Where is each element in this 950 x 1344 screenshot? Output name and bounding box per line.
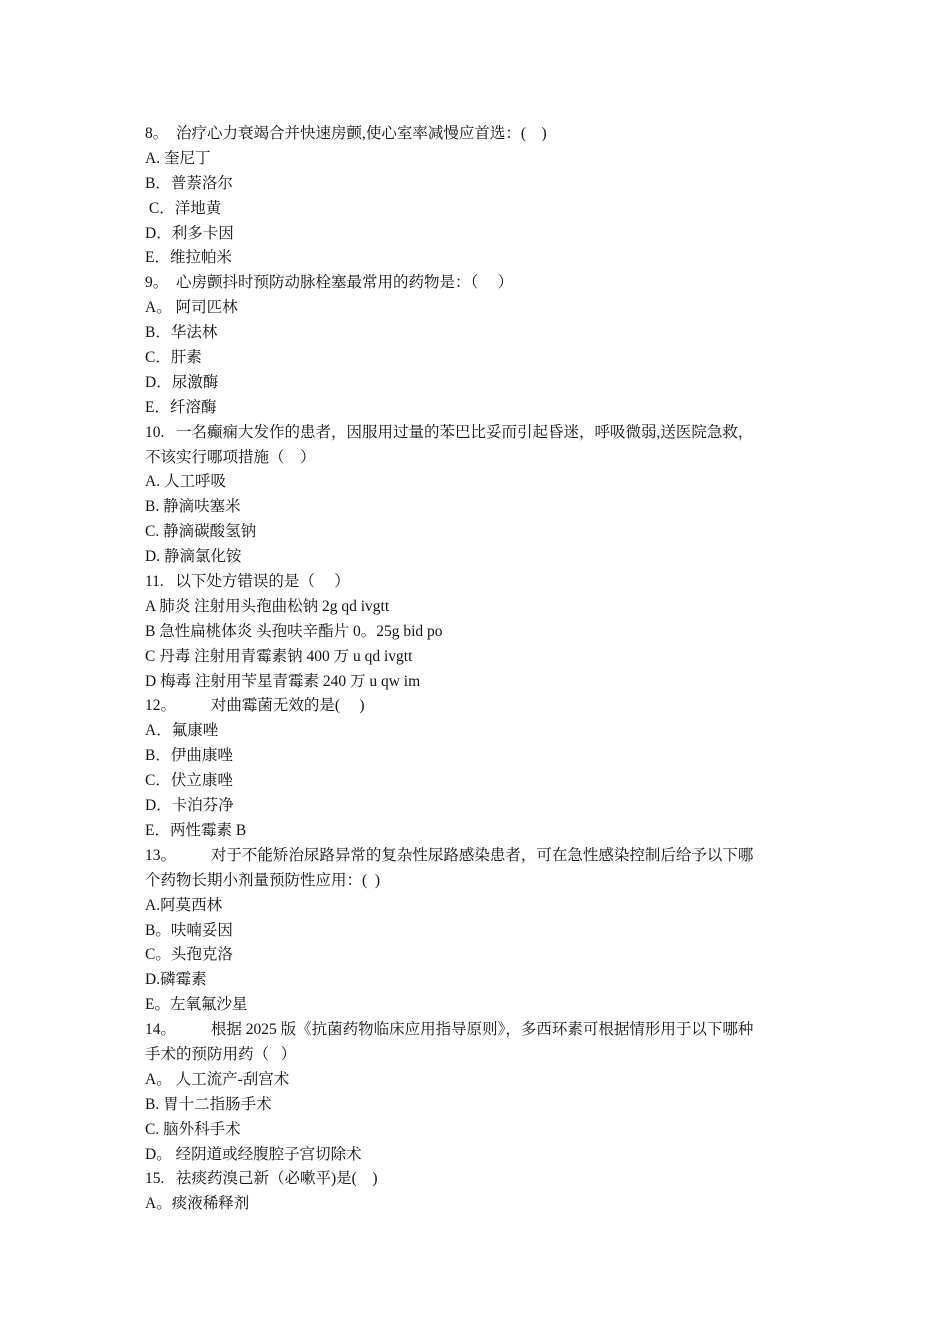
q14-option-c: C. 脑外科手术 (145, 1120, 241, 1138)
q13-stem-line2: 个药物长期小剂量预防性应用：( ) (145, 871, 381, 889)
q9-option-a: A。 阿司匹林 (145, 299, 238, 317)
q10-option-c: C. 静滴碳酸氢钠 (145, 523, 257, 541)
q8-option-c: C．洋地黄 (145, 199, 222, 217)
q9-option-e: E．纤溶酶 (145, 398, 217, 416)
q14-option-b: B. 胃十二指肠手术 (145, 1095, 272, 1113)
q8-option-a: A. 奎尼丁 (145, 149, 211, 167)
q8-option-b: B．普萘洛尔 (145, 174, 233, 192)
q8-option-e: E．维拉帕米 (145, 249, 232, 267)
q11-option-c: C 丹毒 注射用青霉素钠 400 万 u qd ivgtt (145, 647, 413, 665)
q11-option-d: D 梅毒 注射用苄星青霉素 240 万 u qw im (145, 672, 421, 690)
q11-option-a: A 肺炎 注射用头孢曲松钠 2g qd ivgtt (145, 597, 390, 615)
q10-option-d: D. 静滴氯化铵 (145, 548, 242, 566)
q14-stem-line1: 14。 根据 2025 版《抗菌药物临床应用指导原则》，多西环素可根据情形用于以下哪种 (145, 1021, 754, 1039)
q10-stem-line2: 不该实行哪项措施（ ） (145, 448, 316, 466)
q8-stem: 8。 治疗心力衰竭合并快速房颤,使心室率减慢应首选：( ) (145, 125, 547, 142)
document-page (145, 122, 815, 1217)
q13-option-a: A.阿莫西林 (145, 896, 223, 914)
q9-option-c: C．肝素 (145, 349, 202, 367)
q12-option-c: C．伏立康唑 (145, 772, 233, 790)
q10-option-a: A. 人工呼吸 (145, 473, 226, 491)
q12-stem: 12。 对曲霉菌无效的是( ) (145, 697, 365, 715)
q10-option-b: B. 静滴呋塞米 (145, 498, 241, 516)
q13-option-b: B。呋喃妥因 (145, 921, 233, 939)
q13-option-c: C。头孢克洛 (145, 946, 233, 964)
q14-option-d: D。 经阴道或经腹腔子宫切除术 (145, 1145, 362, 1163)
q14-stem-line2: 手术的预防用药（ ） (145, 1045, 297, 1063)
q13-option-d: D.磷霉素 (145, 971, 207, 989)
q14-option-a: A。 人工流产-刮宫术 (145, 1070, 290, 1088)
q9-stem: 9。 心房颤抖时预防动脉栓塞最常用的药物是：（ ） (145, 274, 514, 292)
q11-option-b: B 急性扁桃体炎 头孢呋辛酯片 0。25g bid po (145, 622, 443, 640)
q13-stem-line1: 13。 对于不能矫治尿路异常的复杂性尿路感染患者，可在急性感染控制后给予以下哪 (145, 846, 754, 864)
q11-stem: 11. 以下处方错误的是（ ） (145, 573, 350, 591)
q12-option-a: A．氟康唑 (145, 722, 219, 740)
q15-stem: 15. 祛痰药溴己新（必嗽平)是( ) (145, 1170, 378, 1188)
q9-option-d: D．尿激酶 (145, 373, 219, 391)
q9-option-b: B．华法林 (145, 324, 218, 342)
q8-option-d: D．利多卡因 (145, 224, 234, 242)
q10-stem-line1: 10. 一名癫痫大发作的患者，因服用过量的苯巴比妥而引起昏迷，呼吸微弱,送医院急救， (145, 423, 754, 441)
q12-option-b: B．伊曲康唑 (145, 747, 233, 765)
q15-option-a: A。痰液稀释剂 (145, 1195, 250, 1213)
q13-option-e: E。左氧氟沙星 (145, 996, 248, 1014)
q12-option-d: D．卡泊芬净 (145, 797, 234, 815)
q12-option-e: E．两性霉素 B (145, 821, 247, 839)
